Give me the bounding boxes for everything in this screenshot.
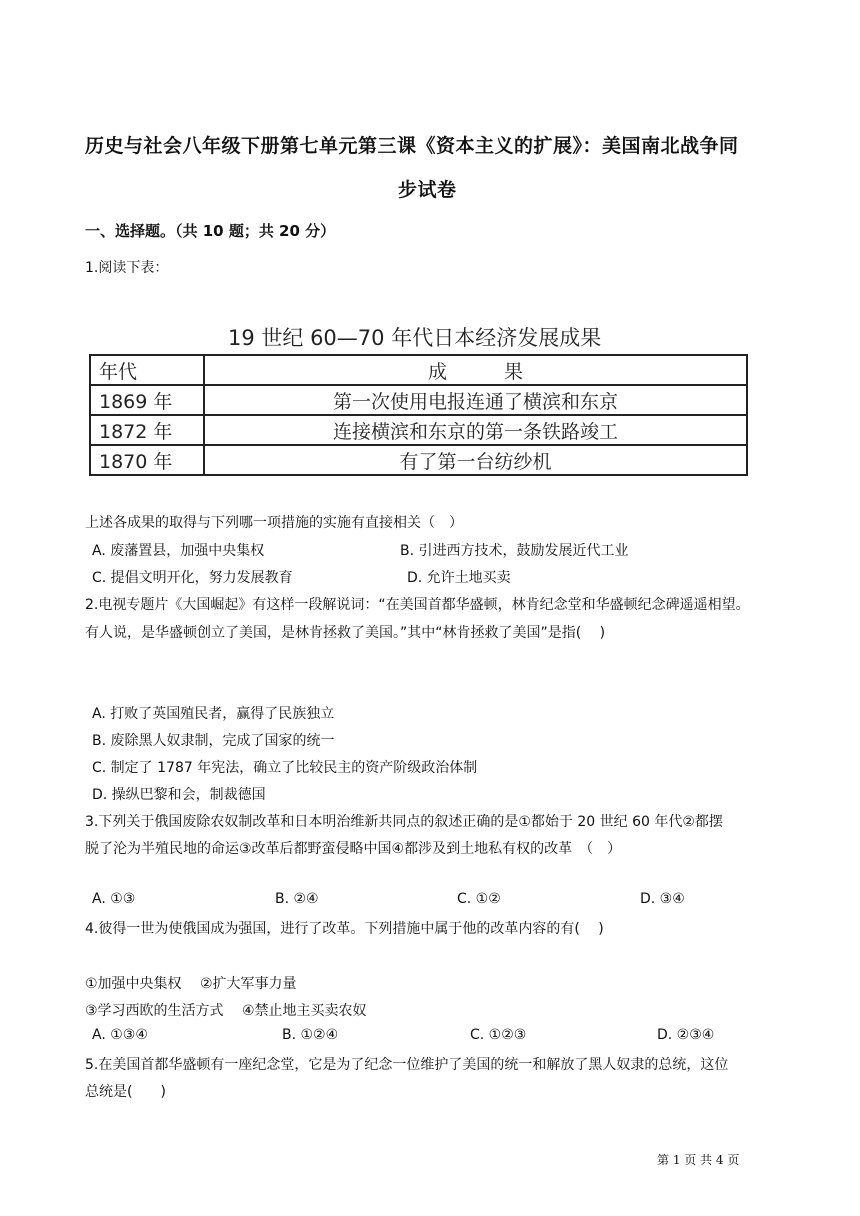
q2-option-b: B. 废除黑人奴隶制，完成了国家的统一: [92, 733, 335, 749]
section-heading: 一、选择题。（共 10 题；共 20 分）: [85, 222, 336, 240]
q4-option-c: C. ①②③: [470, 1027, 527, 1043]
q4-option-d: D. ②③④: [657, 1027, 715, 1043]
q1-stem: 1.阅读下表：: [85, 260, 169, 276]
table-cell-year: 1869 年: [90, 385, 204, 415]
table-cell-result: 第一次使用电报连通了横滨和东京: [204, 385, 747, 415]
q5-stem-line1: 5.在美国首都华盛顿有一座纪念堂，它是为了纪念一位维护了美国的统一和解放了黑人奴隶的总统，这位: [85, 1057, 729, 1073]
q5-stem-line2: 总统是( ): [85, 1084, 166, 1100]
table-cell-year: 1872 年: [90, 415, 204, 445]
table-row: [90, 385, 747, 415]
q4-items-line2: ③学习西欧的生活方式 ④禁止地主买卖农奴: [85, 1003, 367, 1019]
q4-option-a: A. ①③④: [92, 1027, 148, 1043]
table-row: [90, 445, 747, 475]
q3-option-a: A. ①③: [92, 891, 136, 907]
q3-option-b: B. ②④: [275, 891, 319, 907]
table-cell-result: 有了第一台纺纱机: [204, 445, 747, 475]
q1-option-c: C. 提倡文明开化，努力发展教育: [92, 570, 293, 586]
q1-option-b: B. 引进西方技术，鼓励发展近代工业: [400, 543, 629, 559]
q2-option-c: C. 制定了 1787 年宪法，确立了比较民主的资产阶级政治体制: [92, 760, 478, 776]
q4-option-b: B. ①②④: [282, 1027, 339, 1043]
page-footer: 第 1 页 共 4 页: [657, 1153, 740, 1167]
q3-stem-line1: 3.下列关于俄国废除农奴制改革和日本明治维新共同点的叙述正确的是①都始于 20 世纪 60 年代②都摆: [85, 814, 723, 830]
results-table: [89, 354, 748, 476]
table-header-row: [90, 355, 747, 385]
q3-stem-line2: 脱了沦为半殖民地的命运③改革后都野蛮侵略中国④都涉及到土地私有权的改革 （ ）: [85, 841, 622, 857]
q2-stem-line1: 2.电视专题片《大国崛起》有这样一段解说词：“在美国首都华盛顿，林肯纪念堂和华盛顿纪念碑遥遥相望。: [85, 597, 750, 613]
q2-stem-line2: 有人说，是华盛顿创立了美国，是林肯拯救了美国。”其中“林肯拯救了美国”是指( ): [85, 625, 606, 641]
q2-option-a: A. 打败了英国殖民者，赢得了民族独立: [92, 706, 335, 722]
table-header-cell: 年代: [90, 355, 204, 385]
table-cell-result: 连接横滨和东京的第一条铁路竣工: [204, 415, 747, 445]
q3-option-d: D. ③④: [640, 891, 685, 907]
table-cell-year: 1870 年: [90, 445, 204, 475]
q1-question: 上述各成果的取得与下列哪一项措施的实施有直接相关（ ）: [85, 515, 463, 531]
q1-option-d: D. 允许土地买卖: [407, 570, 511, 586]
q4-items-line1: ①加强中央集权 ②扩大军事力量: [85, 976, 297, 992]
doc-title-line1: 历史与社会八年级下册第七单元第三课《资本主义的扩展》：美国南北战争同: [85, 135, 739, 157]
table-caption: 19 世纪 60—70 年代日本经济发展成果: [228, 326, 602, 350]
doc-title-line2: 步试卷: [398, 179, 457, 201]
q2-option-d: D. 操纵巴黎和会，制裁德国: [92, 787, 266, 803]
q1-option-a: A. 废藩置县，加强中央集权: [92, 543, 265, 559]
table-header-cell: 成 果: [204, 355, 747, 385]
table-row: [90, 415, 747, 445]
q3-option-c: C. ①②: [457, 891, 501, 907]
q4-stem: 4.彼得一世为使俄国成为强国，进行了改革。下列措施中属于他的改革内容的有( ): [85, 921, 604, 937]
